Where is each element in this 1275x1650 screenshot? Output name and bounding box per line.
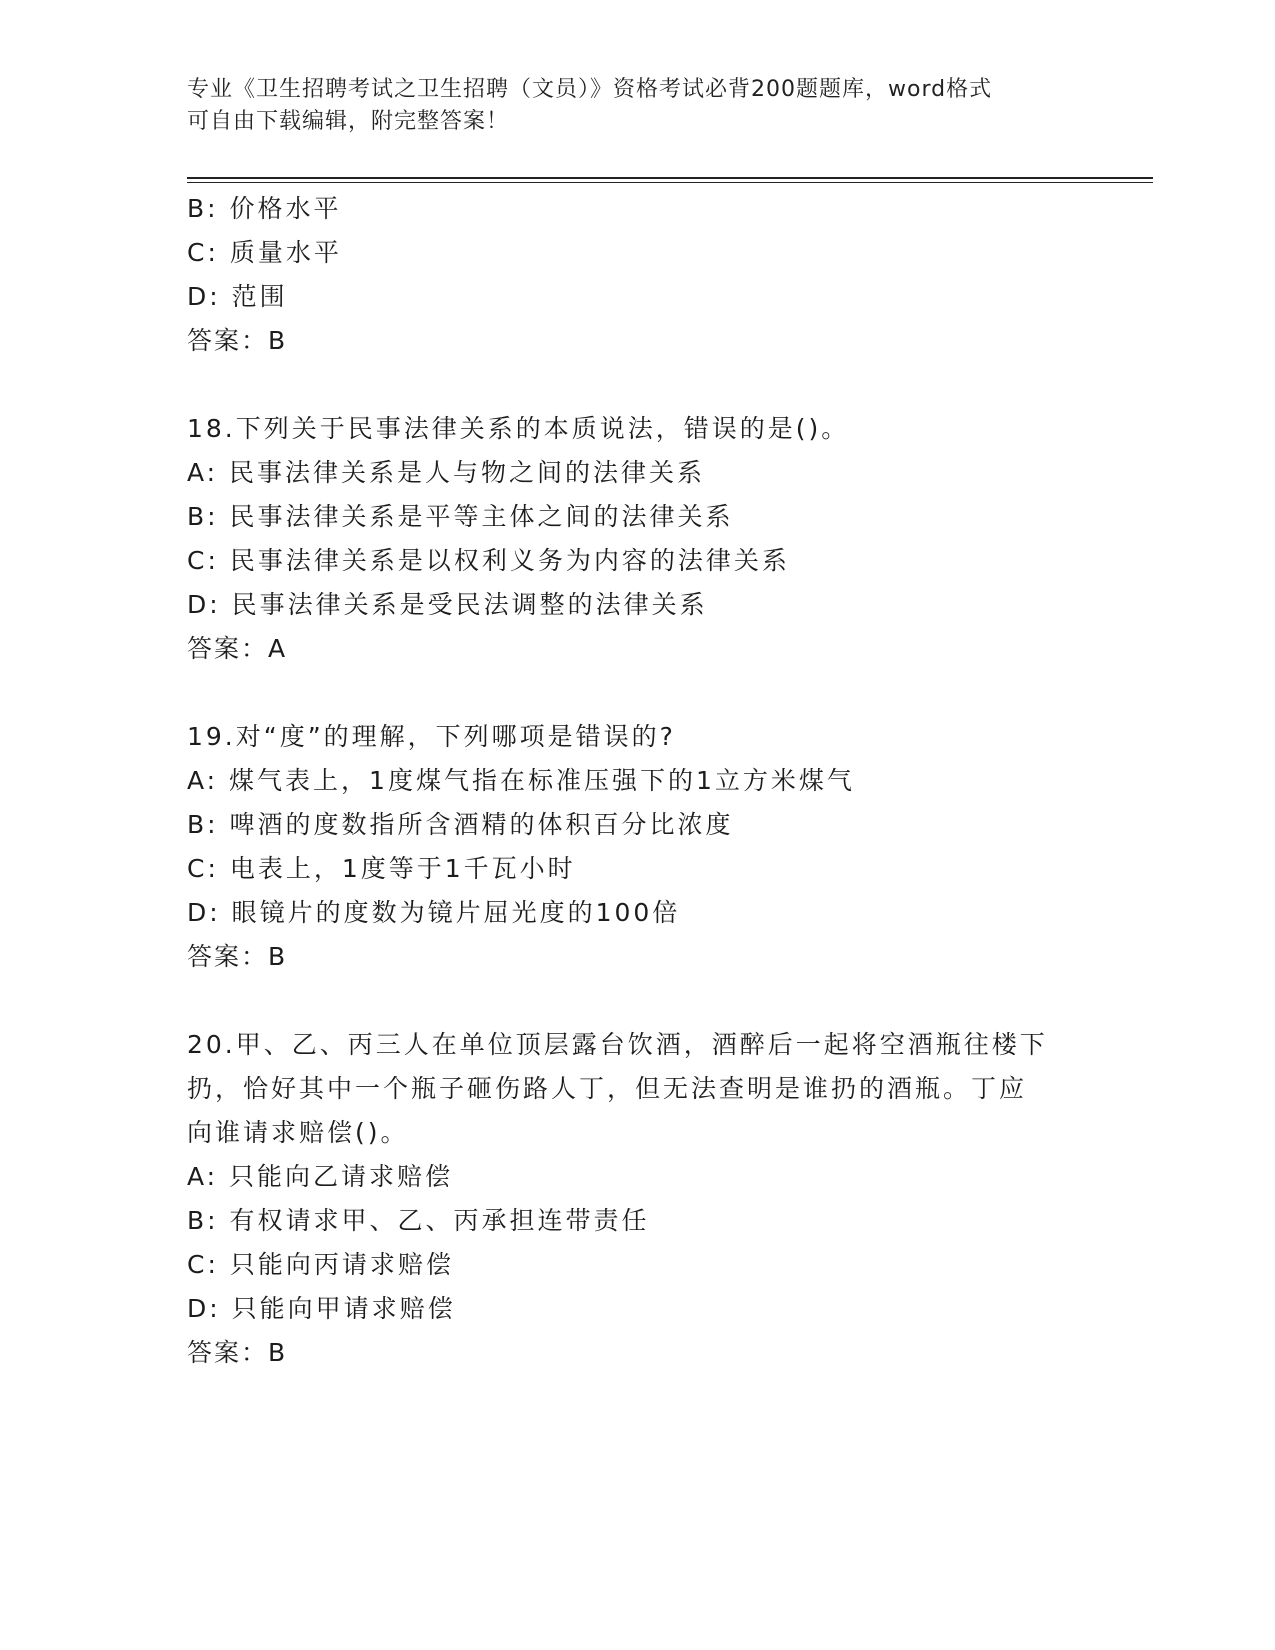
q18-option-a: A: 民事法律关系是人与物之间的法律关系 [187, 458, 706, 487]
q19-option-b: B: 啤酒的度数指所含酒精的体积百分比浓度 [187, 810, 734, 839]
header-line-1: 专业《卫生招聘考试之卫生招聘（文员）》资格考试必背200题题库，word格式 [187, 77, 993, 102]
header-divider-thick [187, 177, 1153, 179]
q18-option-c: C: 民事法律关系是以权利义务为内容的法律关系 [187, 546, 790, 575]
q20-option-c: C: 只能向丙请求赔偿 [187, 1250, 454, 1279]
q19-option-a: A: 煤气表上，1度煤气指在标准压强下的1立方米煤气 [187, 766, 855, 795]
q20-question-line-2: 扔，恰好其中一个瓶子砸伤路人丁，但无法查明是谁扔的酒瓶。丁应 [187, 1074, 1028, 1103]
header-line-2: 可自由下载编辑，附完整答案！ [187, 109, 510, 134]
document-header [187, 74, 1067, 138]
q20-question-line-3: 向谁请求赔偿()。 [187, 1118, 409, 1147]
q20-answer: 答案：B [187, 1338, 288, 1367]
q17-option-d: D: 范围 [187, 282, 288, 311]
q17-answer: 答案：B [187, 326, 288, 355]
q19-question: 19.对“度”的理解，下列哪项是错误的? [187, 722, 676, 751]
q19-option-c: C: 电表上，1度等于1千瓦小时 [187, 854, 576, 883]
q20-option-a: A: 只能向乙请求赔偿 [187, 1162, 454, 1191]
header-divider-thin [187, 182, 1153, 183]
q19-option-d: D: 眼镜片的度数为镜片屈光度的100倍 [187, 898, 681, 927]
q20-option-d: D: 只能向甲请求赔偿 [187, 1294, 456, 1323]
q19-answer: 答案：B [187, 942, 288, 971]
q20-option-b: B: 有权请求甲、乙、丙承担连带责任 [187, 1206, 650, 1235]
q17-option-c: C: 质量水平 [187, 238, 342, 267]
q17-option-b: B: 价格水平 [187, 194, 342, 223]
q18-option-d: D: 民事法律关系是受民法调整的法律关系 [187, 590, 708, 619]
q18-answer: 答案：A [187, 634, 288, 663]
q18-question: 18.下列关于民事法律关系的本质说法，错误的是()。 [187, 414, 850, 443]
q20-question-line-1: 20.甲、乙、丙三人在单位顶层露台饮酒，酒醉后一起将空酒瓶往楼下 [187, 1030, 1048, 1059]
q18-option-b: B: 民事法律关系是平等主体之间的法律关系 [187, 502, 734, 531]
